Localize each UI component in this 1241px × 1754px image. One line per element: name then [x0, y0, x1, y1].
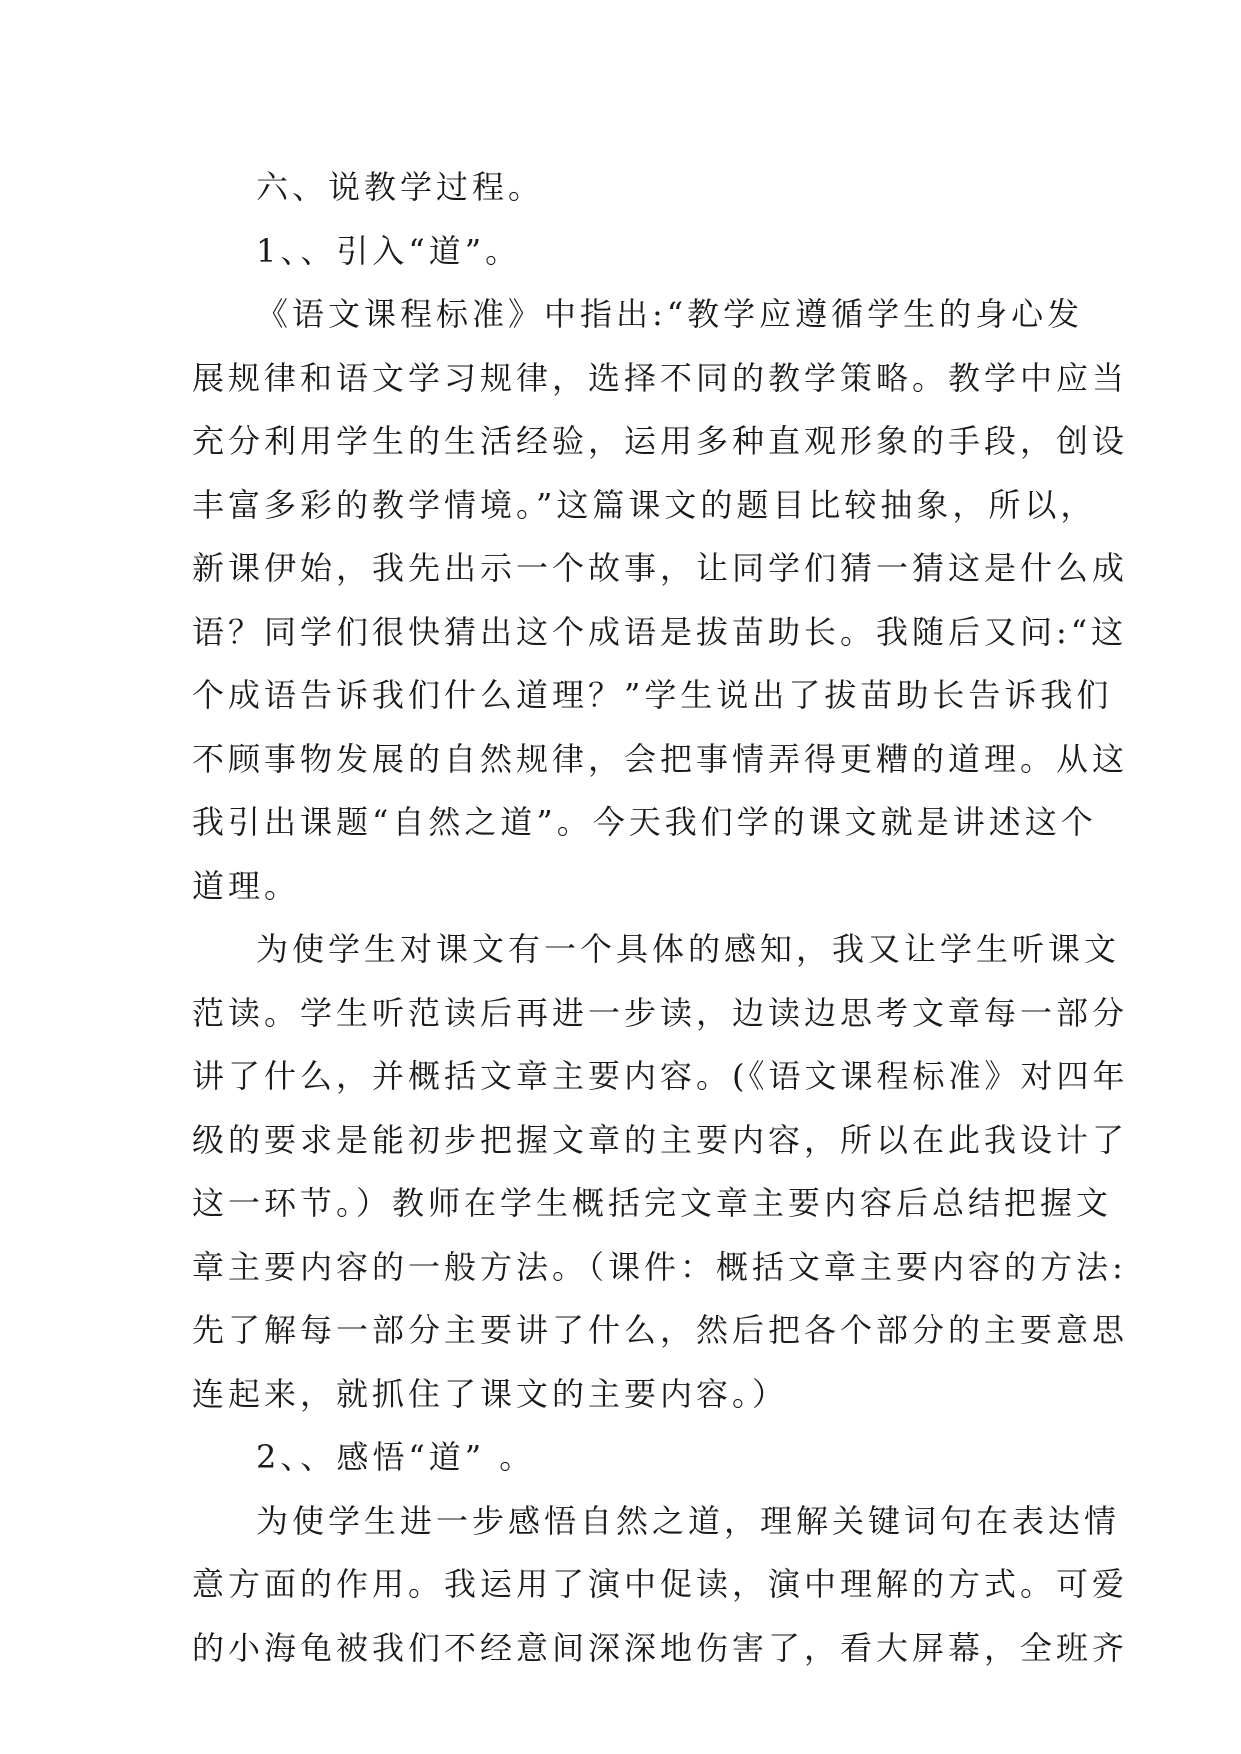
paragraph-line: 丰富多彩的教学情境。”这篇课文的题目比较抽象，所以， — [192, 485, 1097, 524]
subsection-heading: 1、、引入“道”。 — [256, 231, 522, 270]
paragraph-line: 章主要内容的一般方法。（课件：概括文章主要内容的方法: — [192, 1247, 1127, 1286]
paragraph-line: 先了解每一部分主要讲了什么，然后把各个部分的主要意思 — [192, 1311, 1129, 1349]
paragraph-line: 为使学生对课文有一个具体的感知，我又让学生听课文 — [256, 930, 1121, 968]
paragraph-line: 意方面的作用。我运用了演中促读，演中理解的方式。可爱 — [192, 1565, 1129, 1603]
paragraph-line: 级的要求是能初步把握文章的主要内容，所以在此我设计了 — [192, 1120, 1129, 1159]
paragraph-line: 《语文课程标准》中指出:“教学应遵循学生的身心发 — [256, 295, 1084, 333]
subsection-heading: 2、、感悟“道” 。 — [256, 1438, 536, 1476]
paragraph-line: 我引出课题“自然之道”。今天我们学的课文就是讲述这个 — [192, 803, 1097, 841]
paragraph-line: 范读。学生听范读后再进一步读，边读边思考文章每一部分 — [192, 993, 1129, 1032]
paragraph-line: 充分利用学生的生活经验，运用多种直观形象的手段，创设 — [192, 422, 1129, 460]
paragraph-line: 为使学生进一步感悟自然之道，理解关键词句在表达情 — [256, 1501, 1121, 1540]
paragraph-line: 的小海龟被我们不经意间深深地伤害了，看大屏幕，全班齐 — [192, 1628, 1129, 1667]
paragraph-line: 个成语告诉我们什么道理？”学生说出了拔苗助长告诉我们 — [192, 676, 1113, 714]
paragraph-line: 语？同学们很快猜出这个成语是拔苗助长。我随后又问:“这 — [192, 612, 1128, 651]
paragraph-line: 展规律和语文学习规律，选择不同的教学策略。教学中应当 — [192, 358, 1129, 397]
paragraph-line: 讲了什么，并概括文章主要内容。(《语文课程标准》对四年 — [192, 1057, 1129, 1095]
paragraph-line: 连起来，就抓住了课文的主要内容。） — [192, 1374, 789, 1413]
section-heading: 六、说教学过程。 — [256, 168, 545, 206]
paragraph-line: 这一环节。）教师在学生概括完文章主要内容后总结把握文 — [192, 1184, 1113, 1222]
paragraph-line: 道理。 — [192, 866, 301, 905]
paragraph-line: 不顾事物发展的自然规律，会把事情弄得更糟的道理。从这 — [192, 739, 1129, 778]
document-body — [192, 156, 1129, 1680]
paragraph-line: 新课伊始，我先出示一个故事，让同学们猜一猜这是什么成 — [192, 549, 1129, 587]
